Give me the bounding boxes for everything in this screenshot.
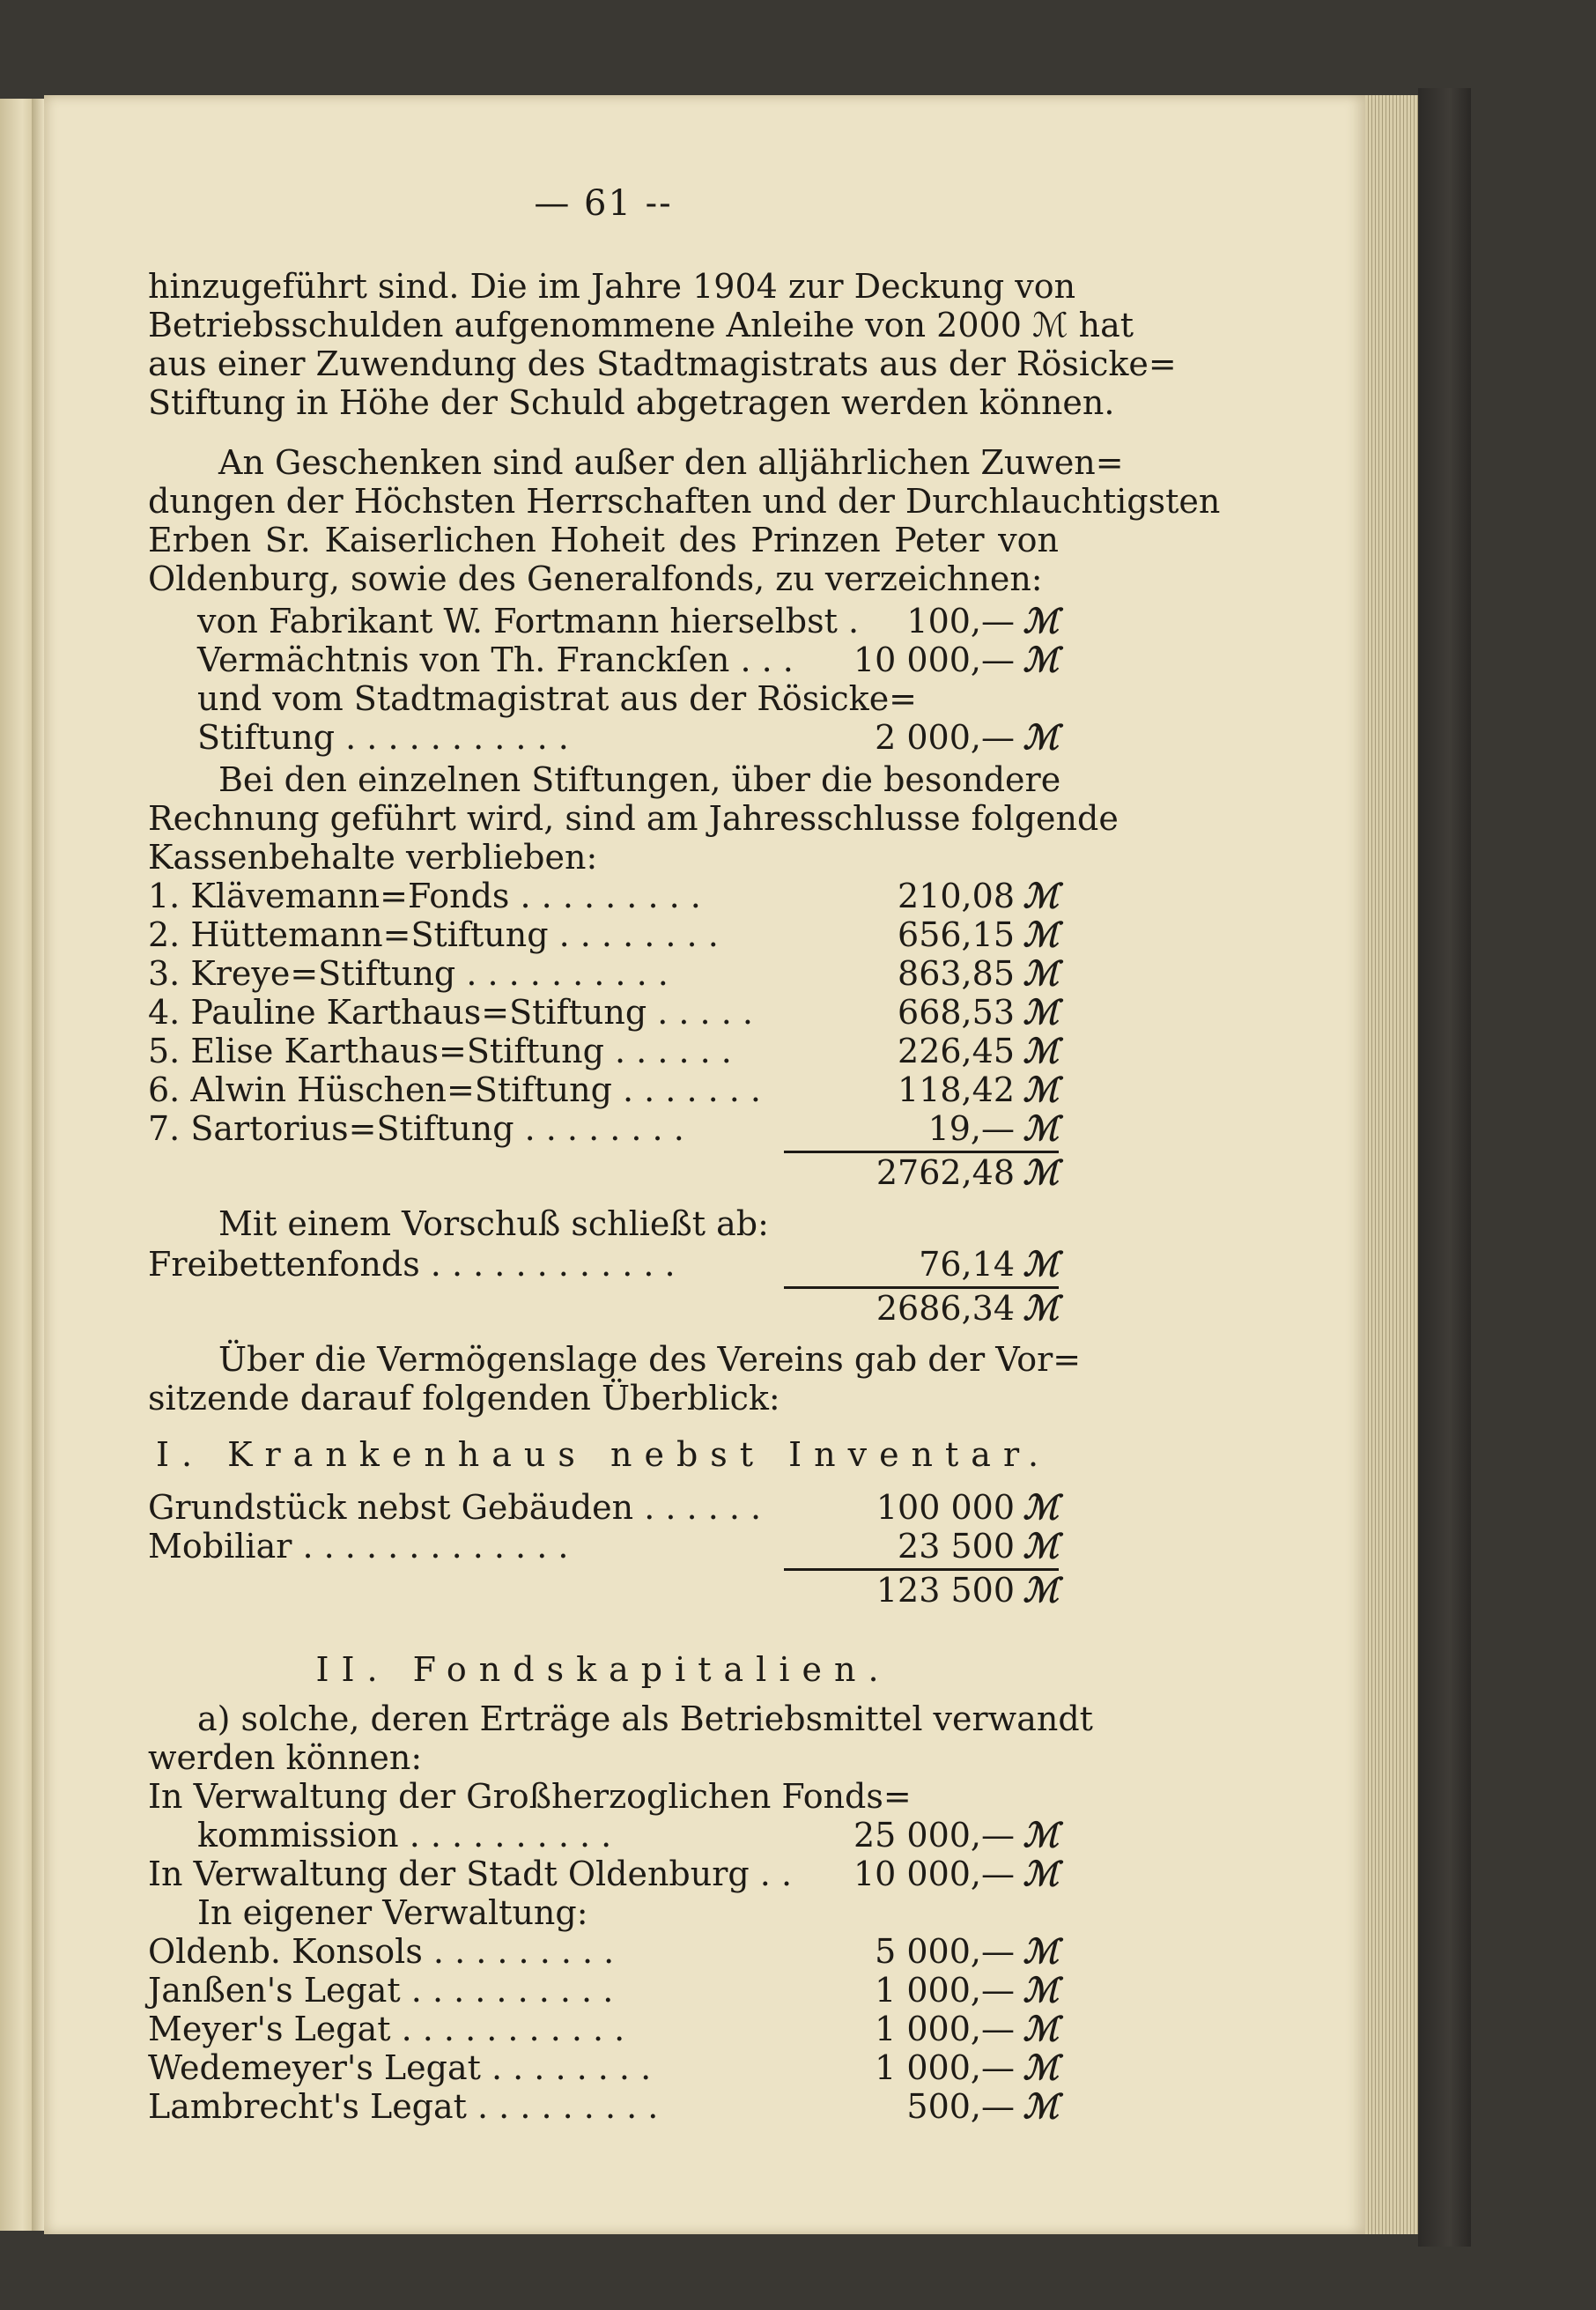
capital-amount: 1 000,— xyxy=(875,2048,1015,2087)
currency-mark: ℳ xyxy=(1023,1152,1059,1192)
book-cover-edge xyxy=(1418,88,1471,2247)
capital-row xyxy=(148,2086,1059,2127)
asset-label: Grundstück nebst Gebäuden . . . . . . xyxy=(148,1488,762,1527)
capital-amount: 500,— xyxy=(906,2087,1015,2126)
currency-mark: ℳ xyxy=(1023,1031,1059,1070)
gift-row xyxy=(148,640,1059,680)
currency-mark: ℳ xyxy=(1023,1815,1059,1855)
subtotal-amount: 123 500 xyxy=(876,1571,1015,1610)
text-line: An Geschenken sind außer den alljährlichen Zuwen= xyxy=(218,443,1124,482)
capital-row xyxy=(148,1854,1059,1894)
capital-label: kommission . . . . . . . . . . xyxy=(197,1816,612,1855)
foundation-label: 3. Kreye=Stiftung . . . . . . . . . . xyxy=(148,954,669,993)
foundation-amount: 226,45 xyxy=(898,1032,1015,1070)
capital-row xyxy=(148,1815,1059,1855)
currency-mark: ℳ xyxy=(1023,1070,1059,1109)
currency-mark: ℳ xyxy=(1023,1108,1059,1148)
currency-mark: ℳ xyxy=(1023,1288,1059,1328)
text-line: dungen der Höchsten Herrschaften und der Durchlauchtigsten xyxy=(148,482,1221,521)
gift-label: und vom Stadtmagistrat aus der Rösicke= xyxy=(197,679,918,718)
gift-row xyxy=(148,678,1059,719)
text-line: sitzende darauf folgenden Überblick: xyxy=(148,1379,780,1418)
currency-mark: ℳ xyxy=(1023,992,1059,1032)
currency-mark: ℳ xyxy=(1023,717,1059,757)
currency-mark: ℳ xyxy=(1023,1970,1059,2010)
foundation-label: 4. Pauline Karthaus=Stiftung . . . . . xyxy=(148,993,753,1032)
foundation-amount: 656,15 xyxy=(898,915,1015,954)
capital-label: Wedemeyer's Legat . . . . . . . . xyxy=(148,2048,652,2087)
gift-row xyxy=(148,601,1059,641)
asset-amount: 100 000 xyxy=(876,1488,1015,1527)
asset-label: Mobiliar . . . . . . . . . . . . . xyxy=(148,1527,569,1566)
gift-amount: 10 000,— xyxy=(853,640,1015,679)
fund-row xyxy=(148,1244,1059,1285)
capital-amount: 25 000,— xyxy=(853,1816,1015,1855)
currency-mark: ℳ xyxy=(1023,1526,1059,1566)
foundation-row xyxy=(148,992,1059,1033)
page-number: — 61 -- xyxy=(534,183,673,224)
currency-mark: ℳ xyxy=(1023,914,1059,954)
foundation-row xyxy=(148,876,1059,916)
capital-label: In Verwaltung der Stadt Oldenburg . . xyxy=(148,1855,793,1893)
text-line: Über die Vermögenslage des Vereins gab der Vor= xyxy=(218,1340,1082,1379)
capital-label: In eigener Verwaltung: xyxy=(197,1893,588,1932)
text-line: Kassenbehalte verblieben: xyxy=(148,838,598,877)
text-line: Mit einem Vorschuß schließt ab: xyxy=(218,1204,769,1243)
foundation-amount: 863,85 xyxy=(898,954,1015,993)
capital-row xyxy=(148,2047,1059,2088)
gift-amount: 100,— xyxy=(906,602,1015,640)
currency-mark: ℳ xyxy=(1023,953,1059,993)
text-line: Betriebsschulden aufgenommene Anleihe von 2000 ℳ hat xyxy=(148,306,1134,344)
foundation-amount: 118,42 xyxy=(898,1070,1015,1109)
currency-mark: ℳ xyxy=(1023,1854,1059,1893)
text-line: Oldenburg, sowie des Generalfonds, zu verzeichnen: xyxy=(148,559,1043,598)
capital-amount: 5 000,— xyxy=(875,1932,1015,1971)
subtotal-row xyxy=(148,1152,1059,1193)
asset-amount: 23 500 xyxy=(898,1527,1015,1566)
text-line: Bei den einzelnen Stiftungen, über die besondere xyxy=(218,760,1061,799)
section-heading: I. Krankenhaus nebst Inventar. xyxy=(155,1435,1052,1474)
text-line: werden können: xyxy=(148,1738,423,1777)
subtotal-amount: 2762,48 xyxy=(876,1153,1015,1192)
asset-row xyxy=(148,1487,1059,1528)
fund-amount: 76,14 xyxy=(919,1245,1015,1284)
gift-label: von Fabrikant W. Fortmann hierselbst . xyxy=(197,602,860,640)
book-page xyxy=(44,95,1365,2234)
currency-mark: ℳ xyxy=(1023,1244,1059,1284)
capital-amount: 10 000,— xyxy=(853,1855,1015,1893)
currency-mark: ℳ xyxy=(1023,2009,1059,2048)
gift-label: Stiftung . . . . . . . . . . . xyxy=(197,718,569,757)
foundation-label: 2. Hüttemann=Stiftung . . . . . . . . xyxy=(148,915,719,954)
text-line: aus einer Zuwendung des Stadtmagistrats aus der Rösicke= xyxy=(148,344,1177,383)
capital-amount: 1 000,— xyxy=(875,2010,1015,2048)
capital-row xyxy=(148,2009,1059,2049)
fund-label: Freibettenfonds . . . . . . . . . . . . xyxy=(148,1245,676,1284)
gift-label: Vermächtnis von Th. Franckſen . . . xyxy=(197,640,794,679)
capital-label: Oldenb. Konsols . . . . . . . . . xyxy=(148,1932,615,1971)
capital-amount: 1 000,— xyxy=(875,1971,1015,2010)
total-row xyxy=(148,1288,1059,1329)
section-heading: II. Fondskapitalien. xyxy=(315,1650,891,1689)
page-content xyxy=(148,95,1221,2234)
foundation-amount: 668,53 xyxy=(898,993,1015,1032)
foundation-label: 1. Klävemann=Fonds . . . . . . . . . xyxy=(148,877,701,915)
capital-label: Lambrecht's Legat . . . . . . . . . xyxy=(148,2087,659,2126)
text-line: Rechnung geführt wird, sind am Jahresschlusse folgende xyxy=(148,799,1119,838)
currency-mark: ℳ xyxy=(1023,640,1059,679)
book-gutter xyxy=(32,99,44,2231)
foundation-row xyxy=(148,1070,1059,1110)
currency-mark: ℳ xyxy=(1023,1570,1059,1610)
foundation-amount: 19,— xyxy=(927,1109,1015,1148)
capital-row xyxy=(148,1776,1059,1817)
currency-mark: ℳ xyxy=(1023,1931,1059,1971)
capital-row xyxy=(148,1892,1059,1933)
total-amount: 2686,34 xyxy=(876,1289,1015,1328)
capital-label: In Verwaltung der Großherzoglichen Fonds= xyxy=(148,1777,912,1816)
text-line: Stiftung in Höhe der Schuld abgetragen werden können. xyxy=(148,383,1115,422)
left-page-edge xyxy=(0,99,32,2231)
currency-mark: ℳ xyxy=(1023,876,1059,915)
foundation-row xyxy=(148,953,1059,994)
gift-amount: 2 000,— xyxy=(875,718,1015,757)
page-stack-edges xyxy=(1365,95,1418,2234)
foundation-row xyxy=(148,1031,1059,1071)
capital-row xyxy=(148,1970,1059,2010)
capital-label: Meyer's Legat . . . . . . . . . . . xyxy=(148,2010,625,2048)
currency-mark: ℳ xyxy=(1023,601,1059,640)
text-line: a) solche, deren Erträge als Betriebsmittel verwandt xyxy=(197,1699,1093,1738)
foundation-row xyxy=(148,1108,1059,1149)
foundation-row xyxy=(148,914,1059,955)
foundation-amount: 210,08 xyxy=(898,877,1015,915)
capital-label: Janßen's Legat . . . . . . . . . . xyxy=(148,1971,614,2010)
currency-mark: ℳ xyxy=(1023,1487,1059,1527)
foundation-label: 6. Alwin Hüschen=Stiftung . . . . . . . xyxy=(148,1070,762,1109)
capital-row xyxy=(148,1931,1059,1972)
gift-row xyxy=(148,717,1059,758)
text-line: hinzugeführt sind. Die im Jahre 1904 zur Deckung von xyxy=(148,267,1076,306)
foundation-label: 7. Sartorius=Stiftung . . . . . . . . xyxy=(148,1109,684,1148)
text-line: Erben Sr. Kaiserlichen Hoheit des Prinzen Peter von xyxy=(148,521,1059,559)
currency-mark: ℳ xyxy=(1023,2047,1059,2087)
currency-mark: ℳ xyxy=(1023,2086,1059,2126)
foundation-label: 5. Elise Karthaus=Stiftung . . . . . . xyxy=(148,1032,732,1070)
asset-row xyxy=(148,1526,1059,1566)
subtotal-row xyxy=(148,1570,1059,1610)
